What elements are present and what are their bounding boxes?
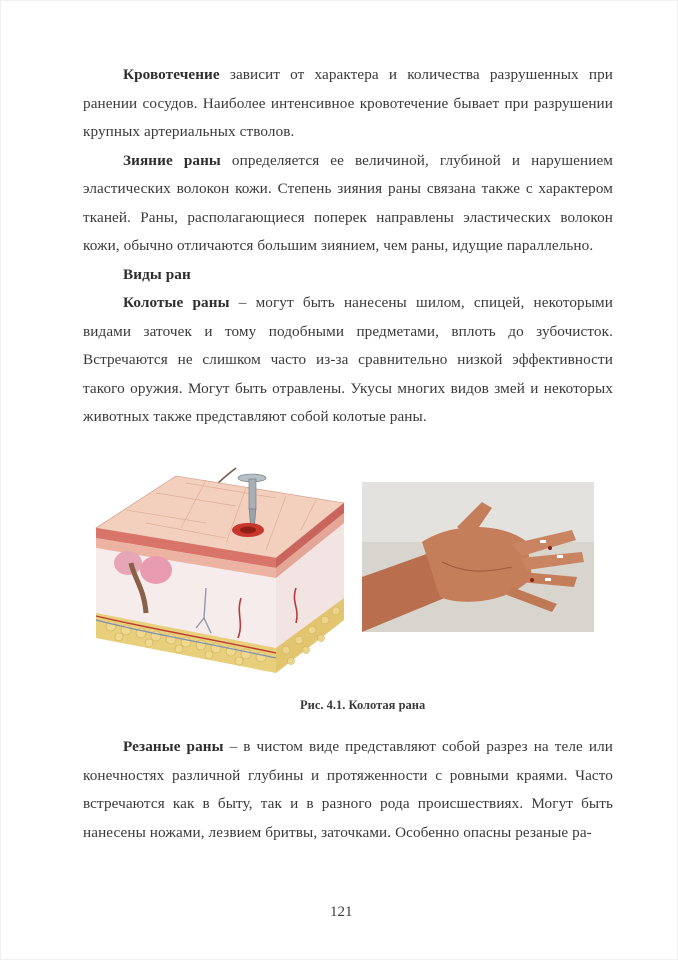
paragraph-gaping	[83, 147, 613, 261]
term-gaping: Зияние раны	[123, 151, 221, 169]
skin-layers-illustration	[86, 438, 356, 692]
paragraph-puncture	[83, 289, 613, 432]
term-incised: Резаные раны	[123, 738, 224, 755]
heading-wound-types	[83, 261, 613, 290]
paragraph-incised	[83, 733, 613, 847]
term-bleeding: Кровотечение	[123, 66, 220, 83]
text-block-top	[83, 61, 613, 432]
text-block-bottom	[83, 733, 613, 847]
paragraph-gaping-text: определяется ее величиной, глубиной и нарушением эластических волокон кожи. Степень зияния раны связана также с характером тканей. Раны, располагающиеся поперек направлены эластических волокон кожи, обычно отличаются большим зиянием, чем раны, идущие параллельно.	[83, 151, 613, 254]
punctured-palm-photo	[362, 482, 594, 632]
paragraph-incised-text: – в чистом виде представляют собой разрез на теле или конечностях различной глубины и протяженности с ровными краями. Часто встречаются как в быту, так и в разного рода происшествиях. Могут быть нанесены ножами, лезвием бритвы, заточками. Особенно опасны резаные ра-	[83, 738, 613, 841]
paragraph-puncture-text: – могут быть нанесены шилом, спицей, некоторыми видами заточек и тому подобными предметами, вплоть до зубочисток. Встречаются не слишком часто из-за сравнительно низкой эффективности такого оружия. Могут быть отравлены. Укусы многих видов змей и некоторых животных также представляют собой колотые раны.	[83, 294, 613, 425]
page-number: 121	[330, 904, 353, 920]
term-puncture: Колотые раны	[123, 294, 230, 311]
paragraph-bleeding-text: зависит от характера и количества разрушенных при ранении сосудов. Наиболее интенсивное кровотечение бывает при разрушении крупных артериальных стволов.	[83, 66, 613, 140]
figure-caption: Рис. 4.1. Колотая рана	[300, 698, 426, 712]
paragraph-bleeding	[83, 61, 613, 147]
heading-wound-types-label: Виды ран	[123, 265, 191, 283]
